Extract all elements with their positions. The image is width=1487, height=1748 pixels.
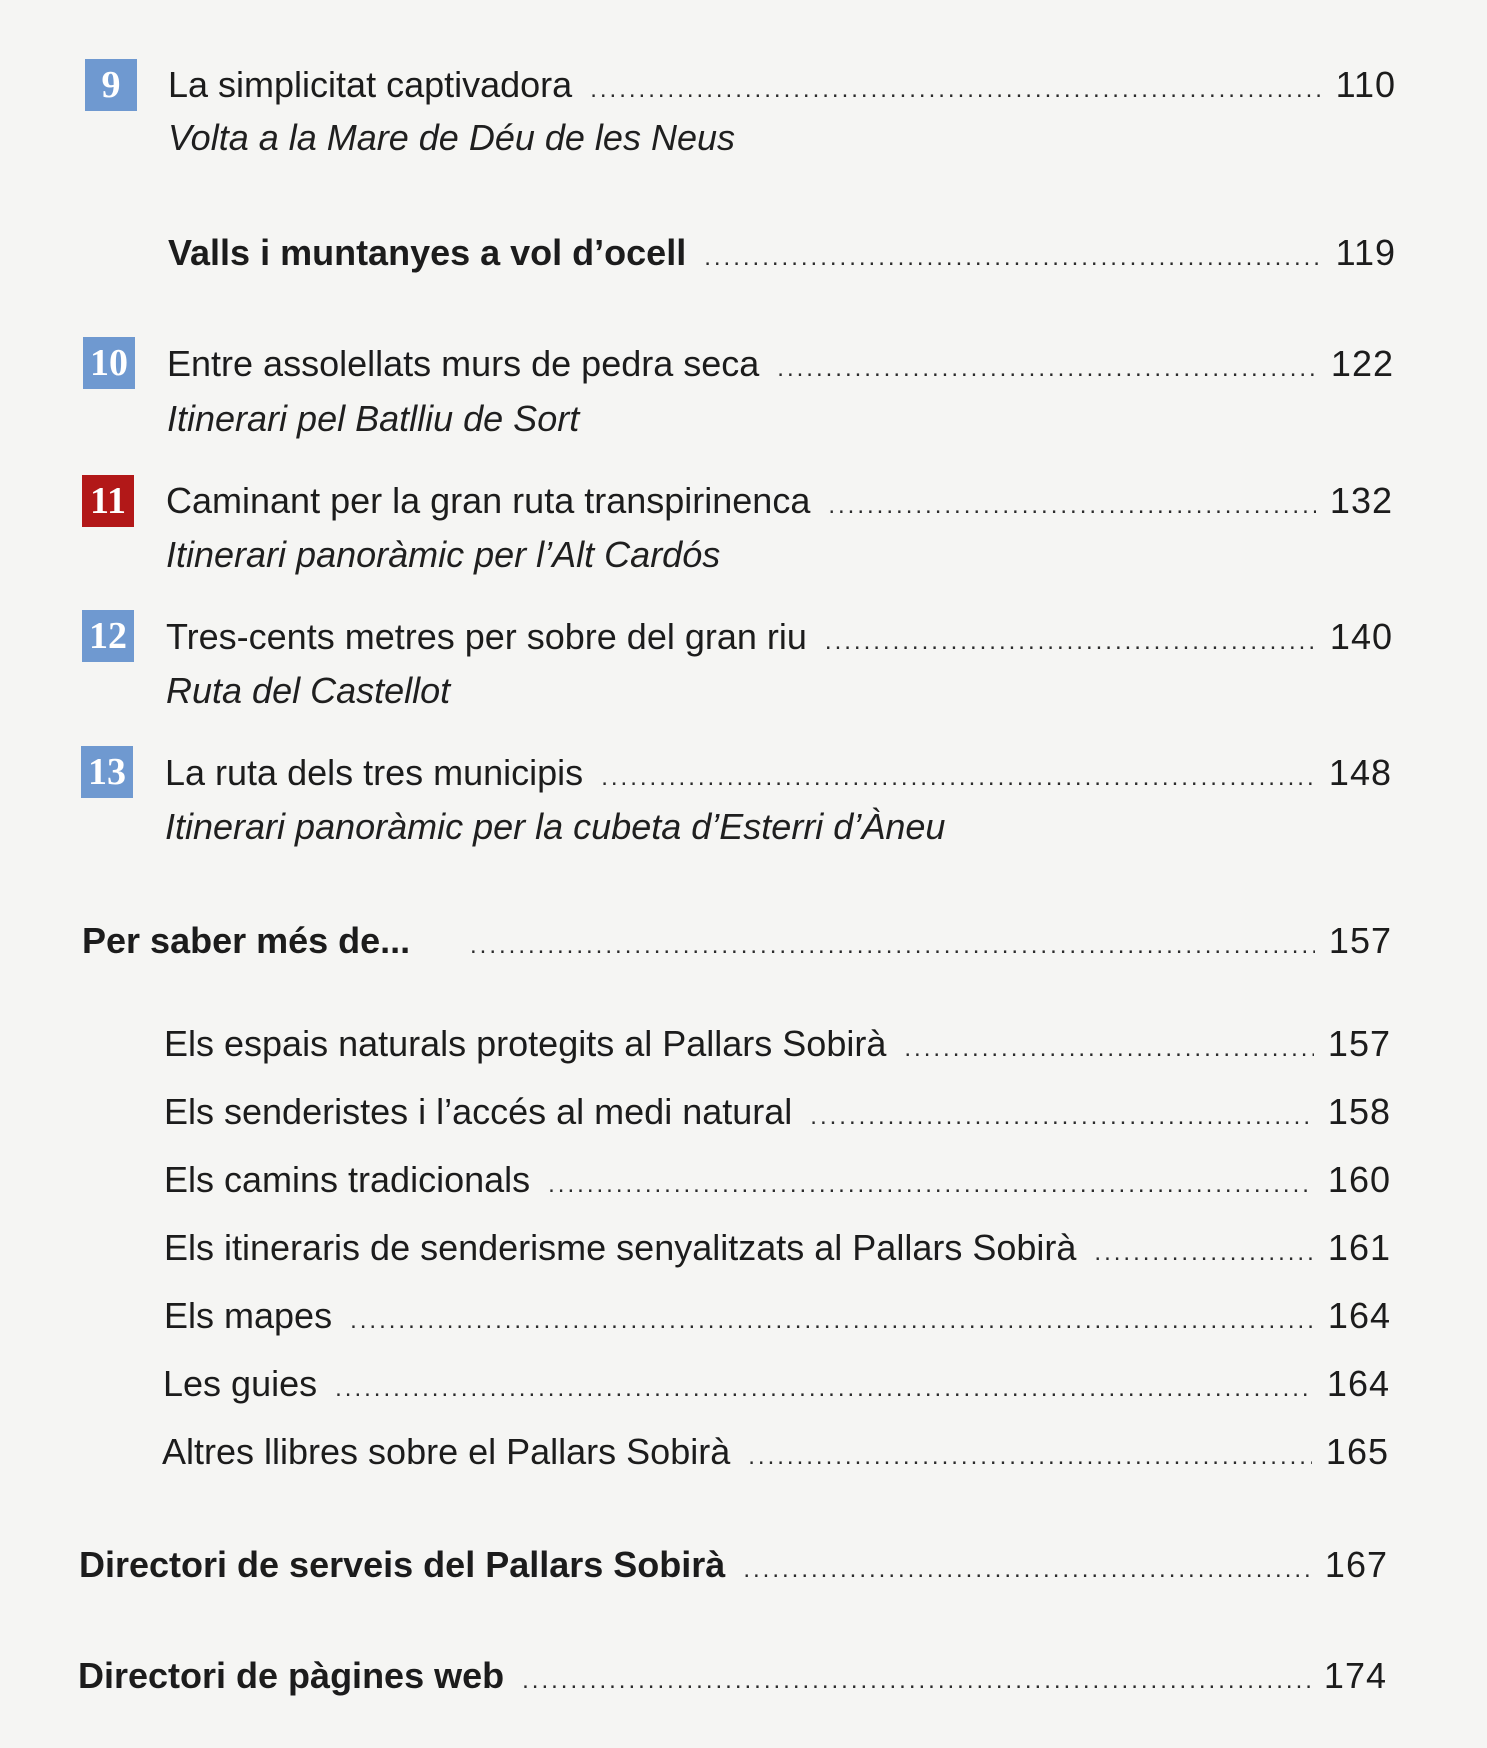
entry-subtitle: Itinerari panoràmic per l’Alt Cardós [166,534,721,575]
entry-page-number: 148 [1328,752,1392,793]
entry-title: Els espais naturals protegits al Pallars Sobirà [164,1023,887,1064]
dot-leader [1094,1230,1314,1276]
entry-title: Les guies [163,1363,318,1404]
entry-title: Altres llibres sobre el Pallars Sobirà [162,1431,731,1472]
toc-subentry[interactable] [164,1225,1391,1271]
entry-title: Entre assolellats murs de pedra seca [167,343,760,384]
entry-subtitle: Itinerari pel Batlliu de Sort [167,398,580,439]
route-number: 13 [88,751,126,793]
entry-title: Els camins tradicionals [164,1159,531,1200]
route-number-badge [85,59,137,111]
toc-subentry[interactable] [163,1361,1390,1407]
entry-title: Caminant per la gran ruta transpirinenca [166,480,811,521]
toc-entry[interactable] [166,478,1393,524]
entry-page-number: 122 [1330,343,1394,384]
entry-page-number: 132 [1329,480,1393,521]
route-number: 12 [89,615,127,657]
entry-page-number: 161 [1327,1227,1391,1268]
entry-page-number: 158 [1327,1091,1391,1132]
section-title: Directori de serveis del Pallars Sobirà [79,1544,726,1585]
toc-subentry[interactable] [164,1157,1391,1203]
dot-leader [743,1547,1311,1593]
dot-leader [810,1094,1314,1140]
entry-page-number: 174 [1323,1655,1387,1696]
dot-leader [470,923,1315,969]
route-number-badge [81,746,133,798]
toc-section-entry[interactable] [168,230,1396,276]
route-number: 10 [90,342,128,384]
entry-title: Els mapes [164,1295,333,1336]
entry-page-number: 164 [1326,1363,1390,1404]
toc-subentry[interactable] [162,1429,1389,1475]
route-number-badge [83,337,135,389]
entry-page-number: 160 [1327,1159,1391,1200]
entry-subtitle: Volta a la Mare de Déu de les Neus [168,117,735,158]
dot-leader [748,1434,1312,1480]
dot-leader [828,483,1316,529]
dot-leader [904,1026,1314,1072]
dot-leader [825,619,1316,665]
entry-subtitle: Itinerari panoràmic per la cubeta d’Esterri d’Àneu [165,806,946,847]
route-number-badge [82,610,134,662]
toc-subentry[interactable] [164,1089,1391,1135]
toc-section-entry[interactable] [79,1542,1388,1588]
toc-section-entry[interactable] [78,1653,1387,1699]
toc-section-entry[interactable] [82,918,1392,964]
dot-leader [704,235,1321,281]
dot-leader [350,1298,1314,1344]
dot-leader [335,1366,1313,1412]
section-title: Valls i muntanyes a vol d’ocell [168,232,687,273]
entry-page-number: 110 [1335,64,1396,105]
toc-entry[interactable] [166,614,1393,660]
entry-title: Els senderistes i l’accés al medi natural [164,1091,793,1132]
toc-subentry[interactable] [164,1021,1391,1067]
dot-leader [590,67,1321,113]
entry-title: La ruta dels tres municipis [165,752,584,793]
entry-page-number: 119 [1335,232,1396,273]
dot-leader [548,1162,1314,1208]
route-number: 11 [90,480,126,522]
route-number: 9 [101,64,121,106]
entry-page-number: 164 [1327,1295,1391,1336]
toc-entry[interactable] [167,341,1394,387]
toc-subentry[interactable] [164,1293,1391,1339]
toc-entry[interactable] [168,62,1396,108]
toc-entry[interactable] [165,750,1392,796]
entry-subtitle: Ruta del Castellot [166,670,451,711]
dot-leader [522,1658,1310,1704]
entry-page-number: 157 [1327,1023,1391,1064]
dot-leader [777,346,1317,392]
route-number-badge [82,475,134,527]
entry-page-number: 165 [1325,1431,1389,1472]
entry-title: Els itineraris de senderisme senyalitzats al Pallars Sobirà [164,1227,1077,1268]
section-title: Directori de pàgines web [78,1655,505,1696]
entry-page-number: 140 [1329,616,1393,657]
entry-title: La simplicitat captivadora [168,64,573,105]
section-title: Per saber més de... [82,920,411,961]
entry-title: Tres-cents metres per sobre del gran riu [166,616,807,657]
entry-page-number: 167 [1324,1544,1388,1585]
entry-page-number: 157 [1328,920,1392,961]
dot-leader [601,755,1315,801]
